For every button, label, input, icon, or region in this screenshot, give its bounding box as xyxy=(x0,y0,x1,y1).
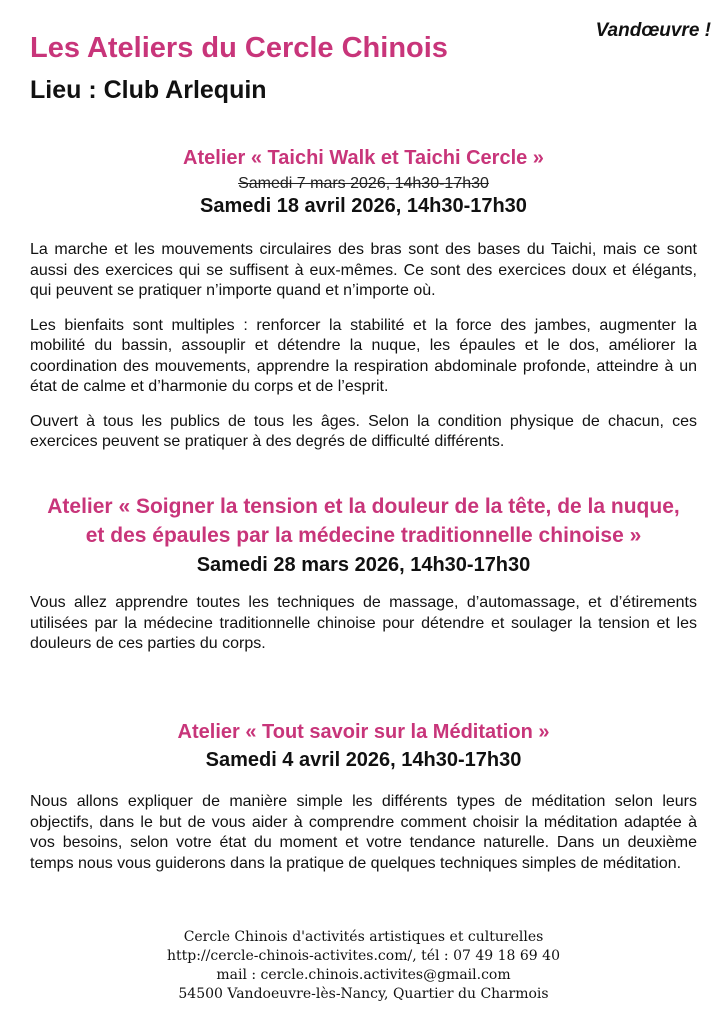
page-title: Les Ateliers du Cercle Chinois xyxy=(30,32,448,64)
workshop-medecine xyxy=(30,492,697,655)
workshop-meditation xyxy=(30,718,697,874)
workshop-date: Samedi 4 avril 2026, 14h30-17h30 xyxy=(205,749,522,771)
workshop-taichi xyxy=(30,144,697,453)
footer-website-phone: http://cercle-chinois-activites.com/, tél : 07 49 18 69 40 xyxy=(167,948,560,964)
workshop-paragraph: Nous allons expliquer de manière simple les différents types de méditation selon leurs objectifs, dans le but de vous aider à comprendre comment choisir la méditation adaptée à vos besoins, selon votre état du moment et votre tendance naturelle. Dans un deuxième temps nous vous guiderons dans la pratique de quelques techniques simples de méditation. xyxy=(30,793,697,872)
footer-email: mail : cercle.chinois.activites@gmail.com xyxy=(216,967,511,983)
workshop-title: Atelier « Soigner la tension et la douleur de la tête, de la nuque, et des épaules par la médecine traditionnelle chinoise » xyxy=(47,495,680,547)
workshop-paragraph: Les bienfaits sont multiples : renforcer la stabilité et la force des jambes, augmenter la mobilité du bassin, assouplir et détendre la nuque, les épaules et le dos, améliorer la coordination des mouvements, apprendre la respiration abdominale profonde, atteindre à un état de calme et d’harmonie du corps et de l’esprit. xyxy=(30,316,697,395)
footer-contact xyxy=(0,928,727,1004)
workshop-date: Samedi 28 mars 2026, 14h30-17h30 xyxy=(196,554,531,576)
workshop-paragraph: Vous allez apprendre toutes les techniques de massage, d’automassage, et d’étirements utilisées par la médecine traditionnelle chinoise pour détendre et soulager la tension et les douleurs de ces parties du corps. xyxy=(30,594,697,652)
corner-tagline: Vandœuvre ! xyxy=(595,20,711,41)
workshop-date: Samedi 18 avril 2026, 14h30-17h30 xyxy=(200,195,527,217)
footer-org-name: Cercle Chinois d'activités artistiques et culturelles xyxy=(183,929,544,945)
workshop-paragraph: Ouvert à tous les publics de tous les âges. Selon la condition physique de chacun, ces exercices peuvent se pratiquer à des degrés de difficulté différents. xyxy=(30,412,697,450)
workshop-title: Atelier « Tout savoir sur la Méditation » xyxy=(177,721,550,743)
workshop-paragraph: La marche et les mouvements circulaires des bras sont des bases du Taichi, mais ce sont aussi des exercices qui se suffisent à eux-mêmes. Ce sont des exercices doux et élégants, qui peuvent se pratiquer n’importe quand et n’importe où. xyxy=(30,241,697,299)
location-subtitle: Lieu : Club Arlequin xyxy=(30,76,267,104)
footer-address: 54500 Vandoeuvre-lès-Nancy, Quartier du Charmois xyxy=(178,986,549,1002)
workshop-title: Atelier « Taichi Walk et Taichi Cercle » xyxy=(183,147,544,169)
cancelled-date: Samedi 7 mars 2026, 14h30-17h30 xyxy=(238,175,489,192)
